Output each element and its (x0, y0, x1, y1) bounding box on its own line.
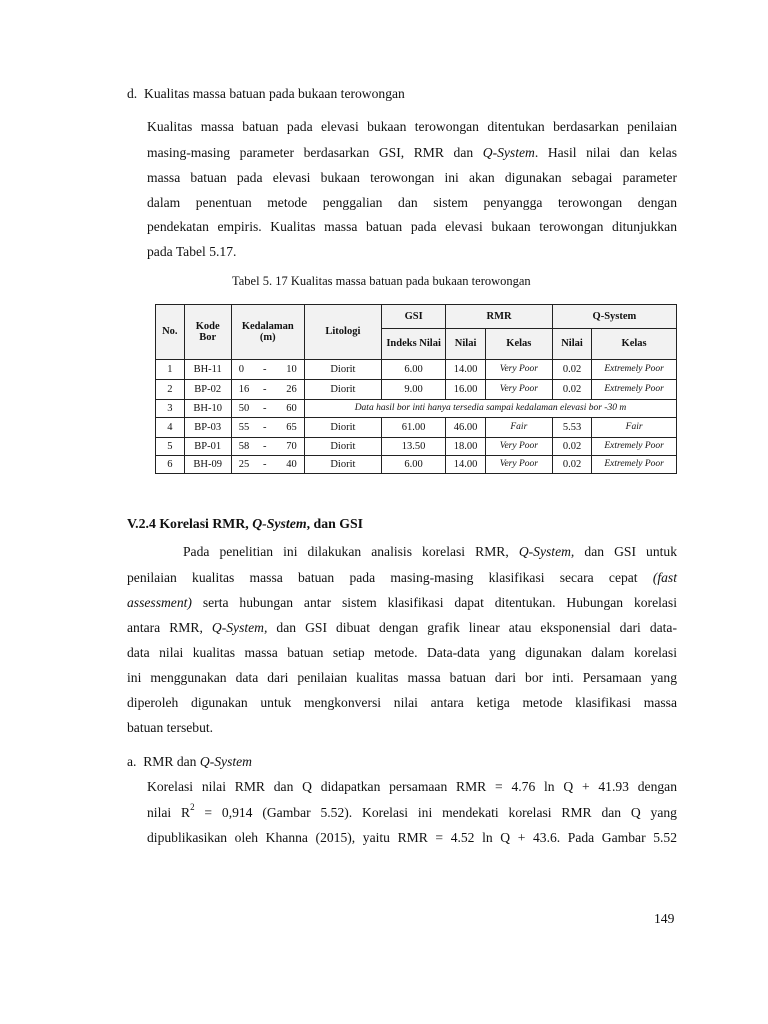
header-qsystem: Q-System (552, 305, 676, 329)
para-v24-line-1: Pada penelitian ini dilakukan analisis korelasi RMR, Q-System, dan GSI untuk (183, 544, 678, 559)
table-row: 6 BH-09 25 - 40 Diorit 6.00 14.00 Very Poor 0.02 Extremely Poor (156, 456, 677, 474)
para-a-line-1: Korelasi nilai RMR dan Q didapatkan persamaan RMR = 4.76 ln Q + 41.93 dengan (147, 779, 677, 794)
para-v24-line-4: antara RMR, Q-System, dan GSI dibuat dengan grafik linear atau eksponensial dari data- (127, 620, 677, 635)
para-v24-line-5: data nilai kualitas massa batuan setiap metode. Data-data yang digunakan dalam korelasi (127, 645, 677, 660)
header-indeks-nilai: Indeks Nilai (381, 329, 445, 360)
header-rmr-kelas: Kelas (485, 329, 552, 360)
section-d-label: d. (127, 86, 138, 101)
section-a-heading: a. RMR dan Q-System (127, 754, 252, 769)
para-d-line-1: Kualitas massa batuan pada elevasi bukaan terowongan ditentukan berdasarkan penilaian (147, 119, 677, 134)
section-d-title: Kualitas massa batuan pada bukaan terowongan (144, 86, 405, 101)
header-kode-bor: Kode Bor (184, 305, 231, 360)
para-d-line-2: masing-masing parameter berdasarkan GSI, RMR dan Q-System. Hasil nilai dan kelas (147, 145, 677, 160)
header-rmr: RMR (446, 305, 552, 329)
para-d-line-3: massa batuan pada elevasi bukaan terowongan ini akan digunakan sebagai parameter (147, 170, 677, 185)
table-row: 4 BP-03 55 - 65 Diorit 61.00 46.00 Fair 5.53 Fair (156, 418, 677, 438)
para-a-line-3: dipublikasikan oleh Khanna (2015), yaitu RMR = 4.52 ln Q + 43.6. Pada Gambar 5.52 (147, 830, 677, 845)
rock-quality-table (155, 304, 677, 474)
section-d-heading (127, 86, 405, 102)
section-v24-heading: V.2.4 Korelasi RMR, Q-System, dan GSI (127, 516, 363, 531)
header-no: No. (156, 305, 185, 360)
para-v24-line-8: batuan tersebut. (127, 720, 214, 735)
para-d-line-5: pendekatan empiris. Kualitas massa batuan pada elevasi bukaan terowongan ditunjukkan (147, 219, 677, 234)
table-row: 2 BP-02 16 - 26 Diorit 9.00 16.00 Very Poor 0.02 Extremely Poor (156, 380, 677, 400)
table-row: 5 BP-01 58 - 70 Diorit 13.50 18.00 Very Poor 0.02 Extremely Poor (156, 438, 677, 456)
para-v24-line-7: diperoleh digunakan untuk mengkonversi nilai antara ketiga metode klasifikasi massa (127, 695, 677, 710)
header-rmr-nilai: Nilai (446, 329, 485, 360)
para-a-line-2: nilai $R^2 = 0,914$ (Gambar 5.52). Korelasi ini mendekati korelasi RMR dan Q yang (147, 802, 677, 820)
table-caption: Tabel 5. 17 Kualitas massa batuan pada bukaan terowongan (232, 274, 531, 288)
header-kedalaman: Kedalaman (m) (231, 305, 304, 360)
para-v24-line-2: penilaian kualitas massa batuan pada masing-masing klasifikasi secara cepat (fast (127, 570, 677, 585)
para-v24-line-3: assessment) serta hubungan antar sistem klasifikasi dapat ditentukan. Hubungan korelasi (127, 595, 677, 610)
page-number: 149 (654, 911, 675, 926)
header-q-nilai: Nilai (552, 329, 591, 360)
para-v24-line-6: ini menggunakan data dari penilaian kualitas massa batuan dari bor inti. Persamaan yang (127, 670, 677, 685)
table-row: 3 BH-10 50 - 60 Data hasil bor inti hanya tersedia sampai kedalaman elevasi bor -30 m (156, 400, 677, 418)
header-litologi: Litologi (304, 305, 381, 360)
para-d-line-6: pada Tabel 5.17. (147, 244, 237, 259)
para-d-line-4: dalam penentuan metode penggalian dan sistem penyangga terowongan dengan (147, 195, 677, 210)
row-note: Data hasil bor inti hanya tersedia sampai kedalaman elevasi bor -30 m (304, 400, 676, 418)
header-gsi: GSI (381, 305, 445, 329)
header-q-kelas: Kelas (592, 329, 677, 360)
table-row: 1 BH-11 0 - 10 Diorit 6.00 14.00 Very Poor 0.02 Extremely Poor (156, 360, 677, 380)
